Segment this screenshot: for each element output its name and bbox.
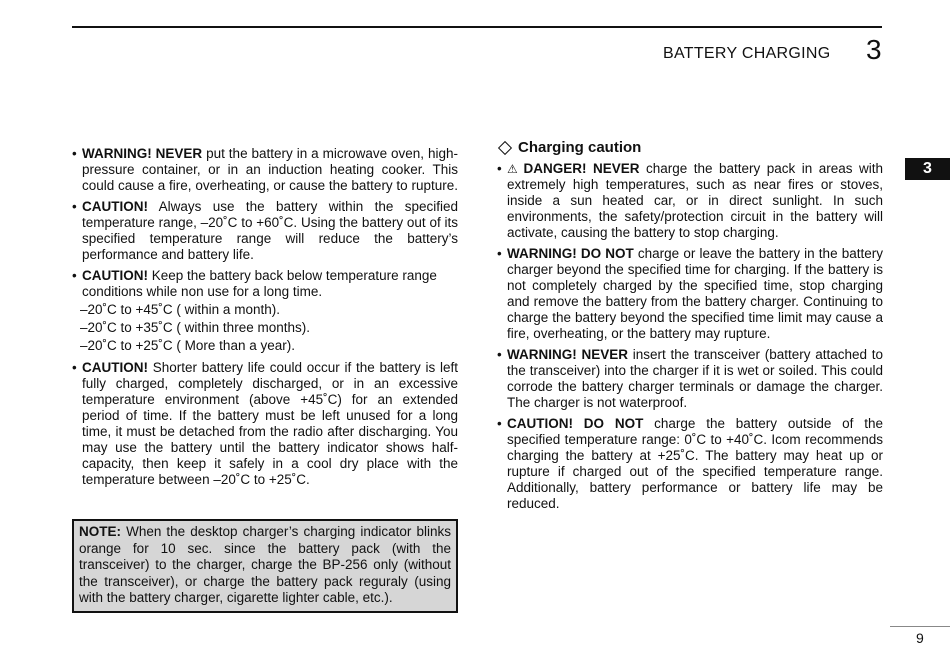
bullet-text: put the battery in a microwave oven, high-pressure container, or in an induction heating cooker. This could cause a fire, overheating, or cause the battery to rupture. (82, 146, 458, 193)
diamond-icon (498, 141, 512, 155)
section-heading (497, 140, 883, 156)
bullet-label: CAUTION! DO NOT (507, 416, 644, 431)
storage-ranges (72, 302, 458, 354)
header-title: BATTERY CHARGING (663, 45, 831, 62)
note-box (72, 519, 458, 613)
footer-rule (890, 626, 950, 627)
bullet-text: charge the battery outside of the specified temperature range: 0˚C to +40˚C. Icom recommends charging the battery at +25˚C. The battery may heat up or rupture if charged out of the specified temperature range. Additionally, battery performance or battery life may be reduced. (507, 416, 883, 511)
bullet-text: Always use the battery within the specified temperature range, –20˚C to +60˚C. Using the battery out of its specified temperature range will reduce the battery’s performance and battery life. (82, 199, 458, 262)
page-number: 9 (916, 630, 924, 646)
note-label: NOTE: (79, 524, 121, 539)
header-rule (72, 26, 882, 28)
caution-temperature-range (72, 199, 458, 263)
range-line: –20˚C to +45˚C ( within a month). (80, 302, 280, 317)
chapter-side-tab[interactable]: 3 (905, 158, 950, 180)
range-line: –20˚C to +35˚C ( within three months). (80, 320, 310, 335)
bullet-label: WARNING! DO NOT (507, 246, 634, 261)
warning-charge-time (497, 246, 883, 342)
caution-charging-temperature (497, 416, 883, 512)
bullet-text: Keep the battery back below temperature range conditions while non use for a long time. (82, 268, 437, 299)
chapter-number: 3 (866, 34, 882, 65)
bullet-label: WARNING! NEVER (82, 146, 203, 161)
bullet-label: CAUTION! (82, 268, 148, 283)
bullet-text: Shorter battery life could occur if the battery is left fully charged, completely discharged, or in an excessive temperature environment (above +45˚C) for an extended period of time. If the battery must be left unused for a long time, it must be detached from the radio after discharging. You may use the battery until the battery indicator shows half-capacity, then keep it safely in a cool dry place with the temperature between –20˚C to +25˚C. (82, 360, 458, 487)
bullet-text: charge or leave the battery in the battery charger beyond the specified time for charging. If the battery is not completely charged by the specified time, stop charging and remove the battery from the battery charger. Continuing to charge the battery beyond the specified time limit may cause a fire, overheating, or the battery may rupture. (507, 246, 883, 341)
bullet-text: charge the battery pack in areas with extremely high temperatures, such as near fires or stoves, inside a sun heated car, or in direct sunlight. In such environments, the safety/protection circuit in the battery will activate, causing the battery to stop charging. (507, 161, 884, 240)
warning-triangle-icon: ⚠ (507, 162, 521, 176)
bullet-label: DANGER! NEVER (523, 161, 640, 176)
bullet-label: WARNING! NEVER (507, 347, 628, 362)
range-line: –20˚C to +25˚C ( More than a year). (80, 338, 295, 353)
section-heading-text: Charging caution (518, 139, 642, 156)
caution-storage (72, 268, 458, 300)
left-column (72, 146, 458, 493)
right-column (497, 140, 883, 517)
note-text: When the desktop charger’s charging indicator blinks orange for 10 sec. since the battery pack (with the transceiver) to the charger, charge the BP-256 only (without the transceiver), or charge the battery pack reguraly (using with the battery charger, cigarette lighter cable, etc.). (79, 524, 451, 605)
bullet-label: CAUTION! (82, 360, 148, 375)
caution-battery-life (72, 360, 458, 488)
danger-high-temperature (497, 161, 883, 241)
warning-wet-transceiver (497, 347, 883, 411)
bullet-label: CAUTION! (82, 199, 148, 214)
warning-microwave (72, 146, 458, 194)
bullet-text: insert the transceiver (battery attached to the transceiver) into the charger if it is wet or soiled. This could corrode the battery charger terminals or damage the charger. The charger is not waterproof. (507, 347, 883, 410)
